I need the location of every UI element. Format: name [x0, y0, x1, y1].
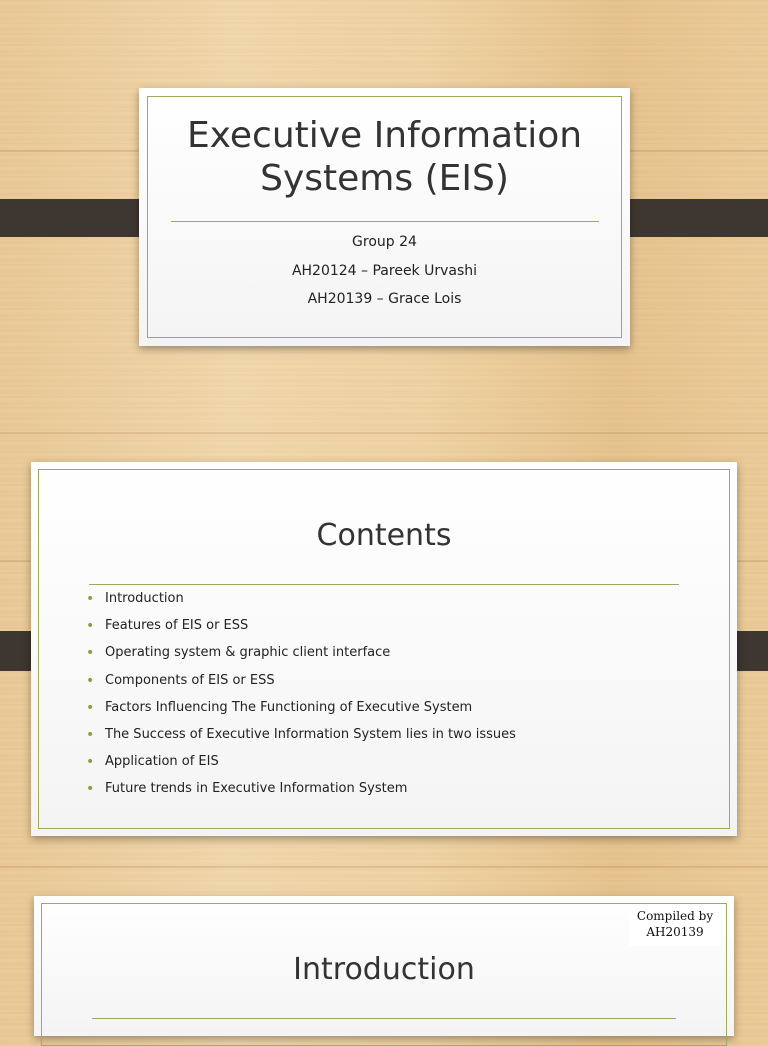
title-line-1: Executive Information: [186, 115, 583, 156]
list-item: • Application of EIS: [86, 754, 219, 771]
bullet-icon: •: [86, 726, 95, 743]
list-item: • Components of EIS or ESS: [86, 672, 275, 689]
bullet-icon: •: [86, 781, 95, 798]
slide-title-heading: [139, 114, 630, 200]
wood-seam: [0, 432, 768, 434]
bullet-icon: •: [86, 645, 95, 662]
member-1: AH20124 – Pareek Urvashi: [291, 263, 478, 279]
binder-bar-left: [0, 199, 156, 237]
list-item: • Features of EIS or ESS: [86, 618, 249, 635]
contents-heading: Contents: [316, 518, 452, 553]
contents-divider: [89, 584, 679, 585]
bullet-icon: •: [86, 754, 95, 771]
compiled-by-stamp: Compiled by AH20139: [629, 908, 721, 946]
list-item: • The Success of Executive Information System lies in two issues: [86, 726, 516, 743]
title-divider: [171, 221, 599, 222]
binder-bar-right: [612, 199, 768, 237]
introduction-heading: Introduction: [293, 952, 475, 987]
title-line-2: Systems (EIS): [260, 158, 509, 199]
bullet-icon: •: [86, 618, 95, 635]
list-item: • Factors Influencing The Functioning of Executive System: [86, 699, 473, 716]
wood-seam: [0, 866, 768, 868]
bullet-icon: •: [86, 699, 95, 716]
bullet-icon: •: [86, 672, 95, 689]
list-item: • Future trends in Executive Information System: [86, 781, 408, 798]
member-2: AH20139 – Grace Lois: [307, 291, 462, 307]
introduction-divider: [92, 1018, 676, 1019]
bullet-icon: •: [86, 591, 95, 607]
group-label: Group 24: [352, 234, 417, 250]
contents-list: [86, 590, 516, 808]
list-item: • Introduction: [86, 591, 184, 607]
slide-title: [139, 88, 630, 346]
list-item: • Operating system & graphic client interface: [86, 645, 391, 662]
